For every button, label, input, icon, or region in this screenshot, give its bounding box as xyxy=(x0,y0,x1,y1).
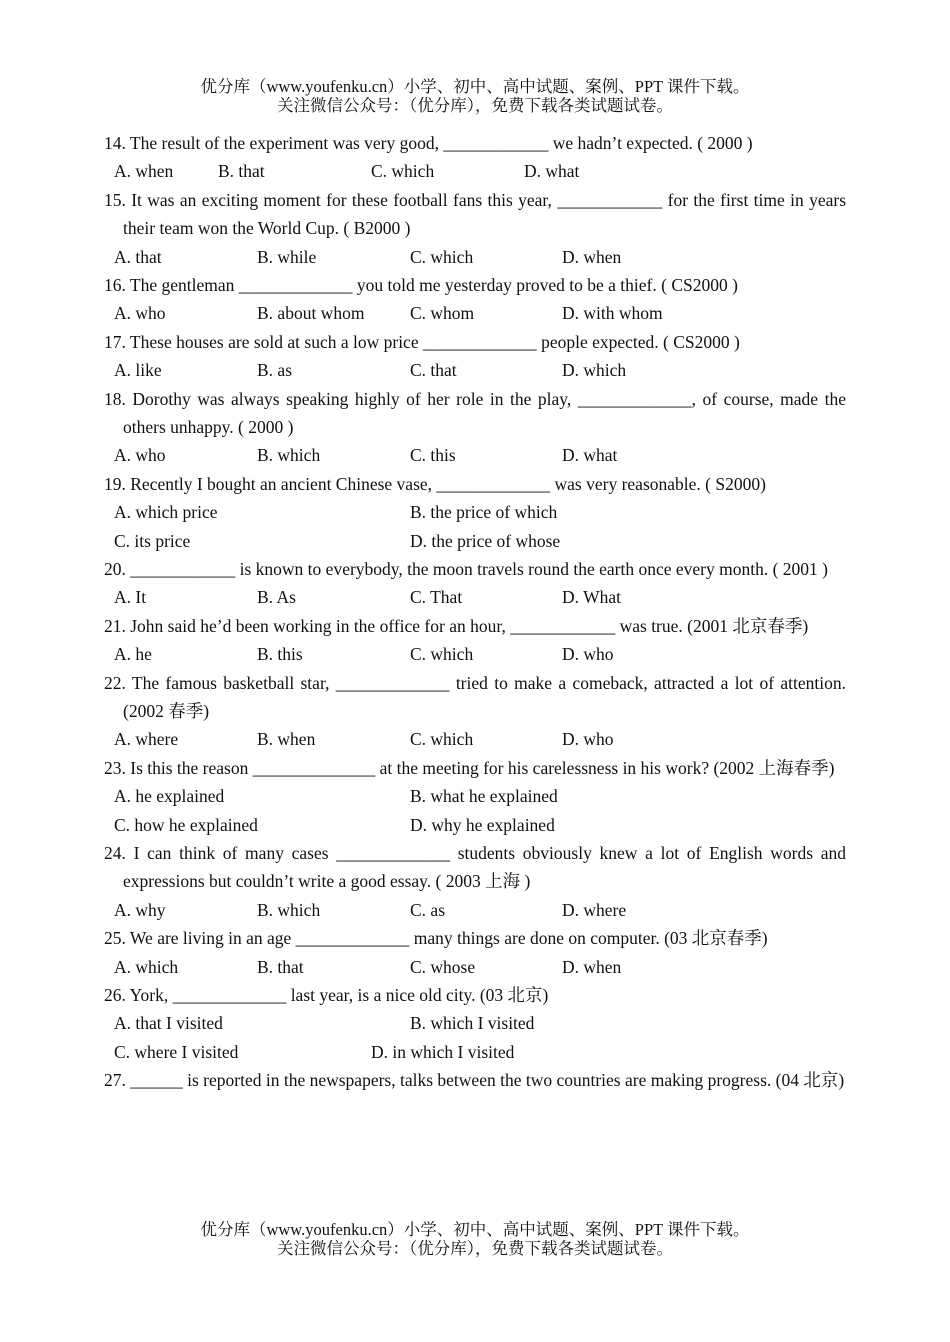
option-d: D. where xyxy=(562,899,627,920)
option-d: D. what xyxy=(562,445,618,466)
option-c: C. as xyxy=(410,899,445,920)
option-b: B. that xyxy=(218,161,265,182)
option-a: A. who xyxy=(114,303,166,324)
option-row xyxy=(104,498,846,526)
page-footer xyxy=(0,1220,950,1258)
question-list xyxy=(104,129,846,1095)
option-c: C. how he explained xyxy=(114,814,258,835)
option-b: B. what he explained xyxy=(410,786,558,807)
question-stem: 25. We are living in an age _____________ many things are done on computer. (03 北京春季) xyxy=(104,928,768,949)
option-b: B. which xyxy=(257,899,321,920)
option-a: A. when xyxy=(114,161,174,182)
option-b: B. this xyxy=(257,644,303,665)
option-a: A. It xyxy=(114,587,147,608)
option-row xyxy=(104,441,846,469)
option-a: A. where xyxy=(114,729,179,750)
option-a: A. that xyxy=(114,246,162,267)
option-row xyxy=(104,299,846,327)
question-stem: 17. These houses are sold at such a low price _____________ people expected. ( CS2000 ) xyxy=(104,331,740,352)
option-c: C. its price xyxy=(114,530,191,551)
option-b: B. that xyxy=(257,956,304,977)
option-row xyxy=(104,640,846,668)
option-row xyxy=(104,527,846,555)
option-row xyxy=(104,583,846,611)
option-d: D. who xyxy=(562,729,614,750)
option-row xyxy=(104,896,846,924)
option-c: C. this xyxy=(410,445,456,466)
option-row xyxy=(104,725,846,753)
header-line-2: 关注微信公众号：（优分库），免费下载各类试题试卷。 xyxy=(277,96,673,115)
option-a: A. which price xyxy=(114,502,218,523)
option-d: D. when xyxy=(562,246,622,267)
option-d: D. why he explained xyxy=(410,814,555,835)
header-line-1: 优分库（www.youfenku.cn）小学、初中、高中试题、案例、PPT 课件下载。 xyxy=(200,77,750,96)
option-row xyxy=(104,356,846,384)
option-row xyxy=(104,811,846,839)
page-header xyxy=(0,77,950,115)
option-row xyxy=(104,1038,846,1066)
option-c: C. which xyxy=(410,246,474,267)
option-row xyxy=(104,157,846,185)
option-d: D. when xyxy=(562,956,622,977)
option-c: C. that xyxy=(410,360,457,381)
option-b: B. when xyxy=(257,729,316,750)
option-d: D. which xyxy=(562,360,627,381)
option-d: D. the price of whose xyxy=(410,530,561,551)
option-a: A. who xyxy=(114,445,166,466)
option-b: B. As xyxy=(257,587,296,608)
option-d: D. with whom xyxy=(562,303,663,324)
option-a: A. he xyxy=(114,644,152,665)
question-stem: 24. I can think of many cases _____________ students obviously knew a lot of English words and expressions but couldn’t write a good essay. ( 2003 上海 ) xyxy=(104,842,846,892)
question-stem: 14. The result of the experiment was very good, ____________ we hadn’t expected. ( 2000 ) xyxy=(104,133,753,153)
option-c: C. whom xyxy=(410,303,475,324)
option-a: A. which xyxy=(114,956,179,977)
question-stem: 22. The famous basketball star, _____________ tried to make a comeback, attracted a lot of attention. (2002 春季) xyxy=(104,672,846,721)
question-stem: 15. It was an exciting moment for these football fans this year, ____________ for the first time in years their team won the World Cup. ( B2000 ) xyxy=(104,189,846,239)
question-stem: 18. Dorothy was always speaking highly of her role in the play, _____________, of course, made the others unhappy. ( 2000 ) xyxy=(104,388,846,437)
option-c: C. where I visited xyxy=(114,1041,239,1062)
option-b: B. as xyxy=(257,360,292,381)
option-a: A. that I visited xyxy=(114,1013,223,1034)
question-stem: 23. Is this the reason ______________ at the meeting for his carelessness in his work? (2002 上海春季) xyxy=(104,757,835,778)
option-c: C. which xyxy=(410,644,474,665)
option-b: B. the price of which xyxy=(410,502,558,523)
question-stem: 19. Recently I bought an ancient Chinese vase, _____________ was very reasonable. ( S2000) xyxy=(104,473,766,494)
option-a: A. he explained xyxy=(114,786,225,807)
question-stem: 16. The gentleman _____________ you told me yesterday proved to be a thief. ( CS2000 ) xyxy=(104,275,738,295)
option-c: C. That xyxy=(410,587,463,608)
option-d: D. what xyxy=(524,161,580,182)
option-b: B. while xyxy=(257,246,317,267)
option-d: D. in which I visited xyxy=(371,1041,515,1062)
footer-line-1: 优分库（www.youfenku.cn）小学、初中、高中试题、案例、PPT 课件下载。 xyxy=(200,1220,750,1239)
option-b: B. which xyxy=(257,445,321,466)
option-a: A. like xyxy=(114,360,162,381)
question-stem: 27. ______ is reported in the newspapers, talks between the two countries are making progress. (04 北京) xyxy=(104,1070,845,1091)
option-c: C. which xyxy=(410,729,474,750)
option-b: B. about whom xyxy=(257,303,365,324)
option-row xyxy=(104,782,846,810)
footer-line-2: 关注微信公众号：（优分库），免费下载各类试题试卷。 xyxy=(277,1239,673,1258)
option-b: B. which I visited xyxy=(410,1013,535,1034)
option-row xyxy=(104,953,846,981)
option-a: A. why xyxy=(114,899,166,920)
question-stem: 20. ____________ is known to everybody, the moon travels round the earth once every month. ( 2001 ) xyxy=(104,558,828,579)
option-c: C. which xyxy=(371,161,435,182)
option-d: D. What xyxy=(562,587,621,608)
option-row xyxy=(104,1009,846,1037)
option-c: C. whose xyxy=(410,956,476,977)
option-row xyxy=(104,243,846,271)
question-stem: 21. John said he’d been working in the office for an hour, ____________ was true. (2001 北京春季) xyxy=(104,615,809,636)
option-d: D. who xyxy=(562,644,614,665)
question-stem: 26. York, _____________ last year, is a nice old city. (03 北京) xyxy=(104,984,549,1005)
